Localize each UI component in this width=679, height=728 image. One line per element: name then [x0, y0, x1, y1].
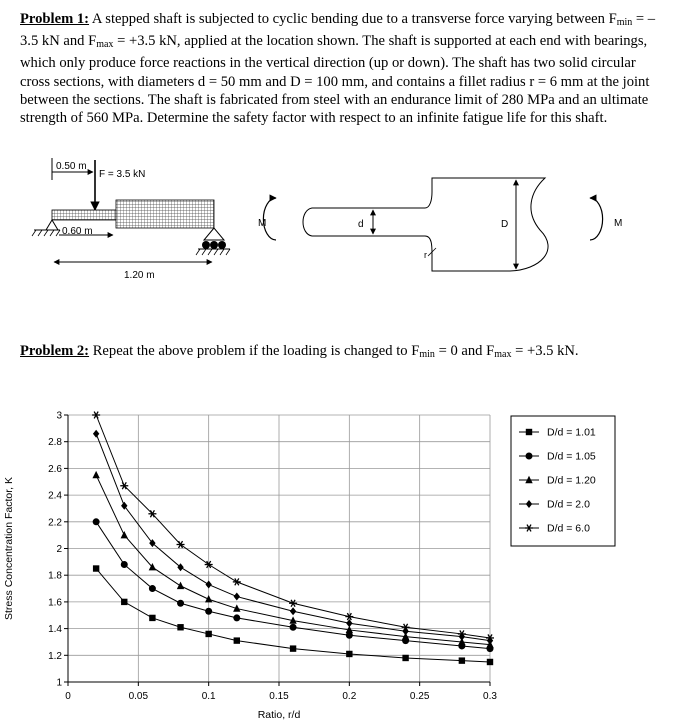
x-tick-label: 0 [65, 691, 71, 702]
problem-2-text-a: Repeat the above problem if the loading is changed to F [89, 343, 420, 359]
shaft-diagrams [0, 150, 679, 290]
chart-legend [511, 416, 615, 546]
data-point-square [149, 615, 155, 621]
step-position-label: 0.60 m [62, 226, 93, 237]
left-moment-label: M [258, 218, 267, 229]
problem-1-heading: Problem 1: [20, 11, 90, 27]
data-point-circle [149, 585, 156, 592]
legend-marker-circle [526, 453, 533, 460]
data-point-square [402, 655, 408, 661]
data-point-square [487, 659, 493, 665]
x-tick-label: 0.2 [342, 691, 357, 702]
problem-1-text-a: A stepped shaft is subjected to cyclic bending due to a transverse force varying between F [89, 11, 617, 27]
problem-2-heading: Problem 2: [20, 343, 90, 359]
y-tick-label: 2.6 [48, 463, 62, 475]
problem-2-paragraph [20, 342, 660, 364]
small-shaft-section [52, 210, 116, 220]
right-roller-support [196, 228, 230, 255]
load-position-label: 0.50 m [56, 161, 87, 172]
x-tick-label: 0.3 [483, 691, 497, 702]
y-axis-label: Stress Concentration Factor, K [3, 477, 15, 620]
x-tick-label: 0.15 [269, 691, 289, 702]
y-tick-label: 1.8 [48, 570, 62, 582]
data-point-square [346, 651, 352, 657]
data-point-square [234, 637, 240, 643]
data-point-circle [290, 624, 297, 631]
data-point-square [177, 624, 183, 630]
problem-2-text-c: = +3.5 kN. [511, 343, 579, 359]
legend-label: D/d = 2.0 [547, 498, 590, 511]
data-point-square [205, 631, 211, 637]
legend-label: D/d = 1.05 [547, 450, 596, 463]
fillet-radius-label: r [424, 250, 427, 260]
problem-1-paragraph [20, 10, 660, 127]
y-tick-label: 2.4 [48, 490, 62, 502]
legend-label: D/d = 6.0 [547, 522, 590, 535]
beam-diagram [32, 158, 230, 281]
y-tick-label: 1.2 [48, 650, 62, 662]
data-point-square [290, 645, 296, 651]
y-tick-label: 2 [56, 544, 62, 555]
stepped-shaft-schematic [258, 178, 622, 271]
problem-2-sub-min: min [419, 349, 435, 360]
total-length-label: 1.20 m [124, 270, 155, 281]
left-pin-support [46, 220, 58, 230]
force-label: F = 3.5 kN [99, 169, 146, 180]
legend-marker-square [526, 429, 532, 435]
y-tick-label: 2.8 [48, 437, 62, 449]
right-moment-arrow [590, 198, 603, 240]
problem-1-text-c: = +3.5 kN, applied at the location shown. The shaft is supported at each end with bearings, which only produce force reactions in the vertical direction (up or down). The shaft has two solid circular cross sections, with diameters d = 50 mm and D = 100 mm, and contains a fillet radius r = 6 mm at the joint between the sections. The shaft is fabricated from steel with an endurance limit of 280 MPa and an ultimate strength of 560 MPa. Determine the safety factor with respect to an infinite fatigue life for this shaft. [20, 33, 650, 127]
data-point-circle [233, 614, 240, 621]
data-point-square [121, 599, 127, 605]
legend-label: D/d = 1.20 [547, 474, 596, 487]
right-moment-label: M [614, 218, 623, 229]
x-tick-label: 0.25 [409, 691, 430, 702]
y-tick-label: 1 [56, 677, 62, 689]
data-point-circle [121, 561, 128, 568]
large-diameter-label: D [501, 219, 509, 230]
problem-2-sub-max: max [494, 349, 512, 360]
problem-1-sub-max: max [96, 39, 114, 51]
data-point-square [459, 657, 465, 663]
y-tick-label: 2.2 [48, 517, 62, 529]
x-tick-label: 0.05 [128, 691, 149, 702]
y-tick-label: 1.4 [48, 624, 62, 636]
data-point-square [93, 565, 99, 571]
legend-label: D/d = 1.01 [547, 426, 596, 439]
y-tick-label: 1.6 [48, 597, 62, 609]
x-tick-label: 0.1 [201, 691, 216, 702]
stress-concentration-chart [0, 400, 679, 728]
large-shaft-section [116, 200, 214, 228]
data-point-circle [205, 608, 212, 615]
data-point-circle [177, 600, 184, 607]
x-axis-label: Ratio, r/d [257, 709, 301, 721]
problem-1-text-b: = –3.5 kN and F [20, 11, 656, 50]
problem-2-text-b: = 0 and F [434, 343, 495, 359]
problem-1-sub-min: min [616, 17, 633, 28]
y-tick-label: 3 [56, 410, 62, 422]
small-diameter-label: d [358, 219, 364, 230]
data-point-circle [93, 518, 100, 525]
